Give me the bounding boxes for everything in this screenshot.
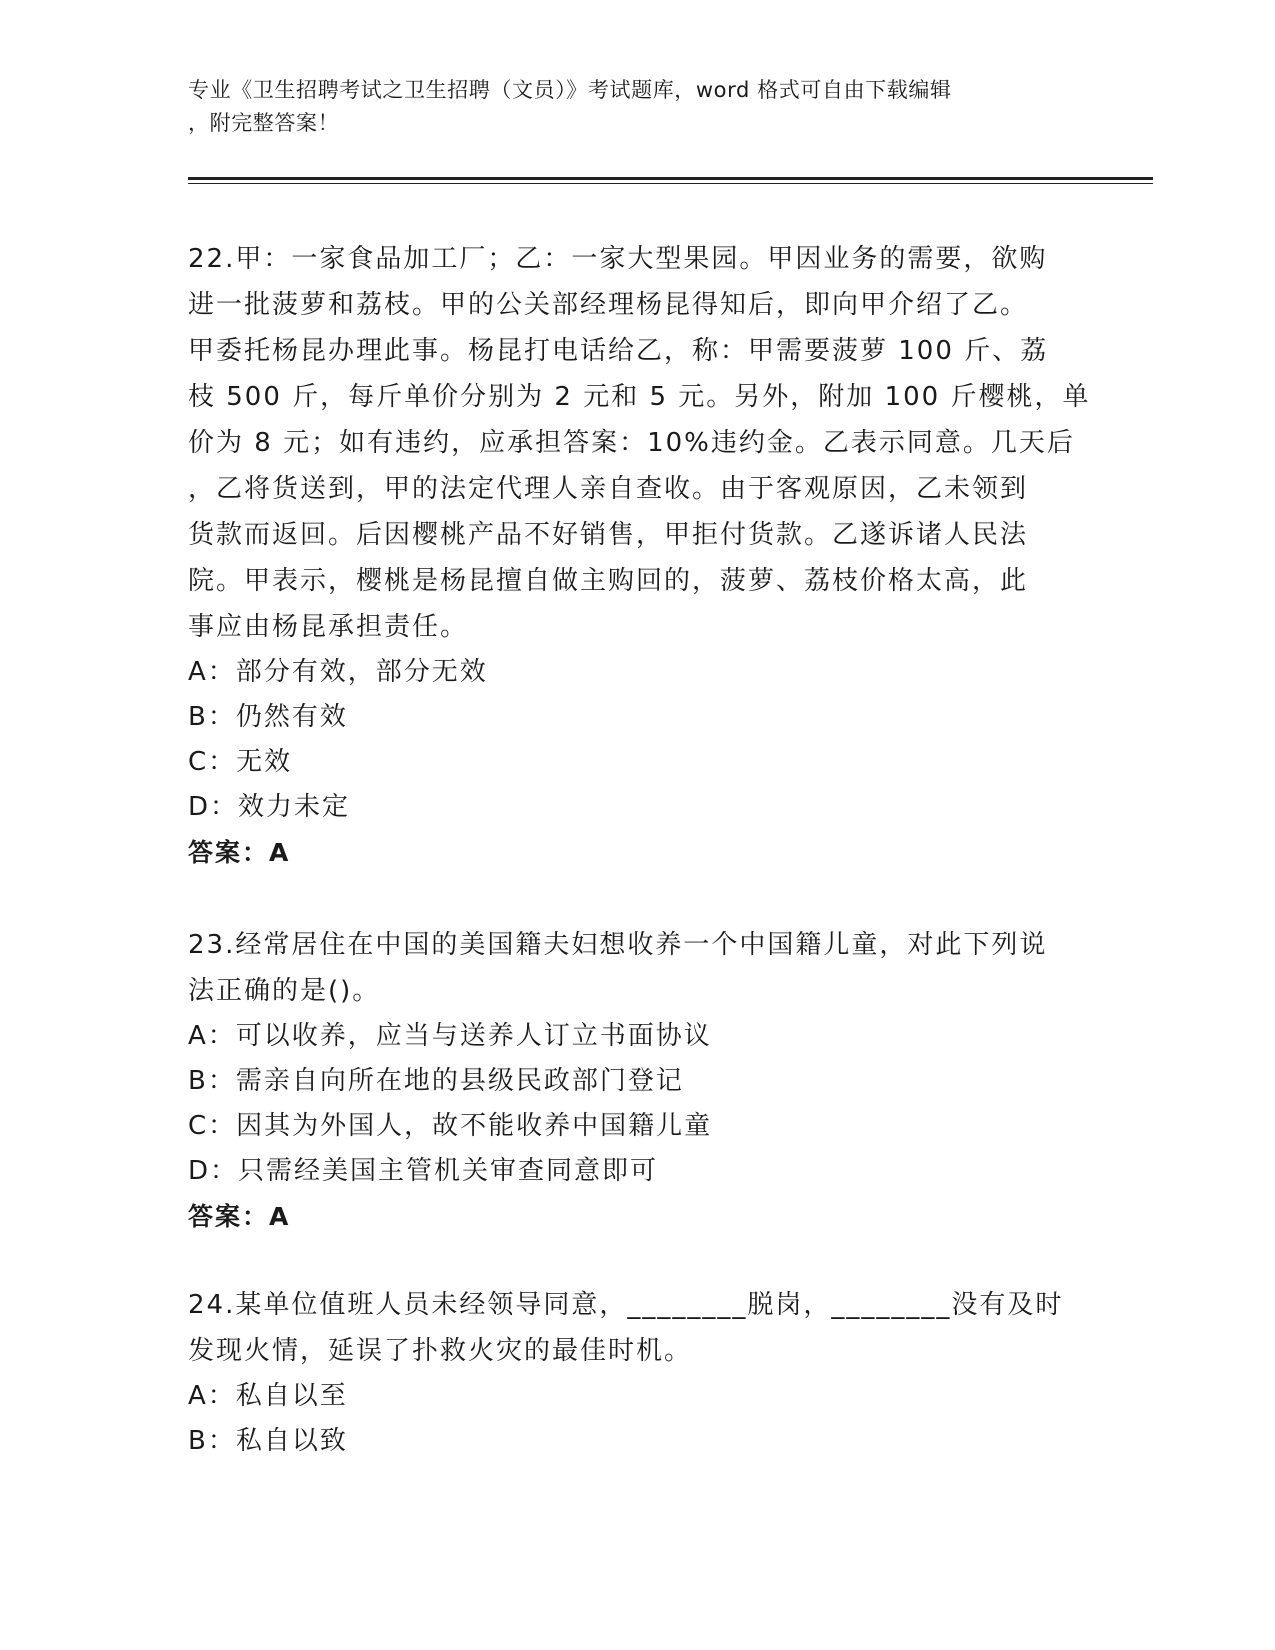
question-23 (188, 922, 1088, 1239)
option-a: A：部分有效，部分无效 (188, 657, 488, 687)
question-spacer (188, 1239, 1088, 1282)
option-d: D：效力未定 (188, 792, 351, 822)
header-title-line-continued: ，附完整答案！ (188, 111, 340, 135)
question-text-line: 法正确的是()。 (188, 976, 381, 1006)
question-24 (188, 1282, 1088, 1464)
question-list (188, 236, 1091, 1464)
question-spacer (188, 875, 1088, 922)
answer-line: 答案：A (188, 1202, 291, 1231)
option-c: C：无效 (188, 747, 293, 777)
question-text-line: 事应由杨昆承担责任。 (188, 612, 469, 642)
question-text-line: 甲委托杨昆办理此事。杨昆打电话给乙，称：甲需要菠萝 100 斤、荔 (188, 336, 1049, 366)
question-22 (188, 236, 1091, 875)
question-text-line: 价为 8 元；如有违约，应承担答案：10%违约金。乙表示同意。几天后 (188, 428, 1075, 458)
question-text-line: 枝 500 斤，每斤单价分别为 2 元和 5 元。另外，附加 100 斤樱桃，单 (188, 382, 1091, 412)
question-text-line: 24.某单位值班人员未经领导同意，________脱岗，________没有及时 (188, 1290, 1064, 1320)
header-divider-thin (188, 183, 1153, 184)
option-a: A：私自以至 (188, 1381, 348, 1411)
option-d: D：只需经美国主管机关审查同意即可 (188, 1156, 659, 1186)
question-text-line: 23.经常居住在中国的美国籍夫妇想收养一个中国籍儿童，对此下列说 (188, 930, 1048, 960)
document-header (188, 74, 1068, 140)
question-text-line: ，乙将货送到，甲的法定代理人亲自查收。由于客观原因，乙未领到 (188, 474, 1029, 504)
option-b: B：仍然有效 (188, 702, 348, 732)
option-b: B：私自以致 (188, 1426, 348, 1456)
header-title-line: 专业《卫生招聘考试之卫生招聘（文员）》考试题库，word 格式可自由下载编辑 (188, 78, 952, 102)
question-text-line: 货款而返回。后因樱桃产品不好销售，甲拒付货款。乙遂诉诸人民法 (188, 520, 1029, 550)
option-a: A：可以收养，应当与送养人订立书面协议 (188, 1021, 712, 1051)
header-divider-thick (188, 177, 1153, 180)
question-text-line: 进一批菠萝和荔枝。甲的公关部经理杨昆得知后，即向甲介绍了乙。 (188, 290, 1029, 320)
question-text-line: 院。甲表示，樱桃是杨昆擅自做主购回的，菠萝、荔枝价格太高，此 (188, 566, 1029, 596)
question-text-line: 22.甲：一家食品加工厂；乙：一家大型果园。甲因业务的需要，欲购 (188, 244, 1048, 274)
option-b: B：需亲自向所在地的县级民政部门登记 (188, 1066, 684, 1096)
answer-line: 答案：A (188, 838, 291, 867)
option-c: C：因其为外国人，故不能收养中国籍儿童 (188, 1111, 713, 1141)
question-text-line: 发现火情，延误了扑救火灾的最佳时机。 (188, 1336, 693, 1366)
